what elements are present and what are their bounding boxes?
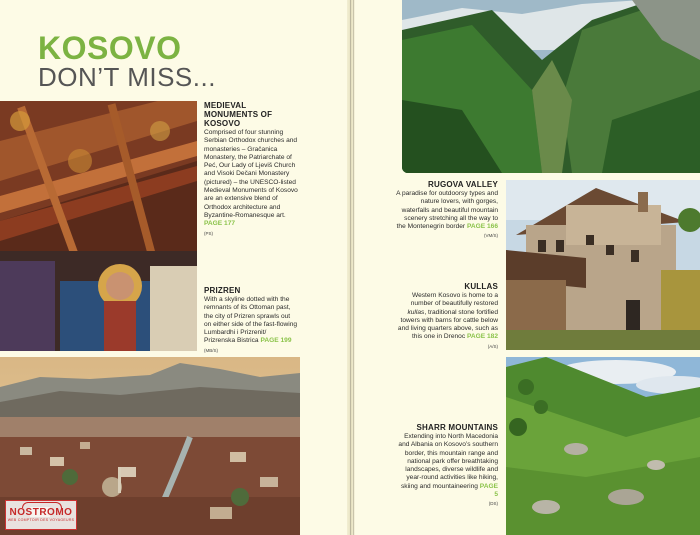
medieval-monuments-section <box>204 101 302 238</box>
watermark-arch-icon <box>22 502 62 508</box>
page-title-subtitle: DON’T MISS... <box>38 62 216 92</box>
rugova-valley-credit: (VM/S) <box>484 233 498 239</box>
sharr-mountains-credit: (DS) <box>488 501 498 507</box>
kullas-text-italic: kullas <box>407 308 425 316</box>
rugova-valley-section <box>396 180 498 241</box>
medieval-monuments-page-ref[interactable]: PAGE 177 <box>204 220 236 228</box>
kullas-credit: (A/S) <box>487 343 498 349</box>
kullas-section <box>396 282 498 351</box>
sharr-mountains-text: Extending into North Macedonia and Albania on Kosovo’s southern border, this mountain range and national park offer breathtaking landscapes, diverse wildlife and year-round activities like hiking, skiing and mountaineering <box>398 433 498 490</box>
kullas-body <box>396 292 498 351</box>
medieval-monuments-body <box>204 129 302 238</box>
watermark-tagline: WEB COMPTOIR DES VOYAGEURS <box>7 518 75 522</box>
sharr-mountains-page-ref[interactable]: PAGE 5 <box>479 482 498 499</box>
prizren-section <box>204 286 299 355</box>
watermark-name: NOSTROMO <box>9 507 73 518</box>
rugova-valley-photo <box>402 0 700 173</box>
sharr-mountains-photo <box>506 357 700 535</box>
kullas-text-after: , traditional stone fortified towers with barns for cattle below and living quarters above, such as this one in Drenoc <box>397 308 498 341</box>
nostromo-watermark <box>5 500 77 530</box>
rugova-valley-heading: RUGOVA VALLEY <box>427 180 498 189</box>
gutter-line-secondary <box>353 0 354 535</box>
medieval-monuments-heading: MEDIEVAL MONUMENTS OF KOSOVO <box>204 101 273 128</box>
prizren-credit: (MB/S) <box>204 347 218 353</box>
kullas-page-ref[interactable]: PAGE 182 <box>466 333 498 341</box>
prizren-body <box>204 296 299 355</box>
prizren-heading: PRIZREN <box>204 286 241 295</box>
rugova-valley-page-ref[interactable]: PAGE 166 <box>466 223 498 231</box>
sharr-mountains-section <box>396 423 498 509</box>
gutter-line <box>350 0 351 535</box>
kullas-heading: KULLAS <box>464 282 498 291</box>
medieval-monuments-credit: (PS) <box>204 230 213 236</box>
kullas-text-before: Western Kosovo is home to a number of beautifully restored <box>410 292 498 308</box>
prizren-page-ref[interactable]: PAGE 199 <box>260 337 292 345</box>
kulla-tower-photo <box>506 180 700 350</box>
rugova-valley-body <box>396 190 498 241</box>
page-title-country: KOSOVO <box>38 30 182 66</box>
sharr-mountains-body <box>396 433 498 509</box>
sharr-mountains-heading: SHARR MOUNTAINS <box>416 423 498 432</box>
medieval-monuments-text: Comprised of four stunning Serbian Orthodox churches and monasteries – Gračanica Monastery, the Patriarchate of Peć, Our Lady of Ljeviš Church and Visoki Dečani Monastery (pictured) – the UNESCO-listed Medieval Monuments of Kosovo are an extensive blend of Orthodox architecture and Byzantine-Romanesque art. <box>204 129 298 219</box>
prizren-text: With a skyline dotted with the remnants of its Ottoman past, the city of Prizren sprawls out on either side of the fast-flowing Lumbardhi i Prizrenit/ Prizrenska Bistrica <box>204 296 298 345</box>
rugova-valley-text: A paradise for outdoorsy types and nature lovers, with gorges, waterfalls and beautiful mountain scenery stretching all the way to the Montenegrin border <box>396 190 498 231</box>
fresco-photo <box>0 101 197 351</box>
